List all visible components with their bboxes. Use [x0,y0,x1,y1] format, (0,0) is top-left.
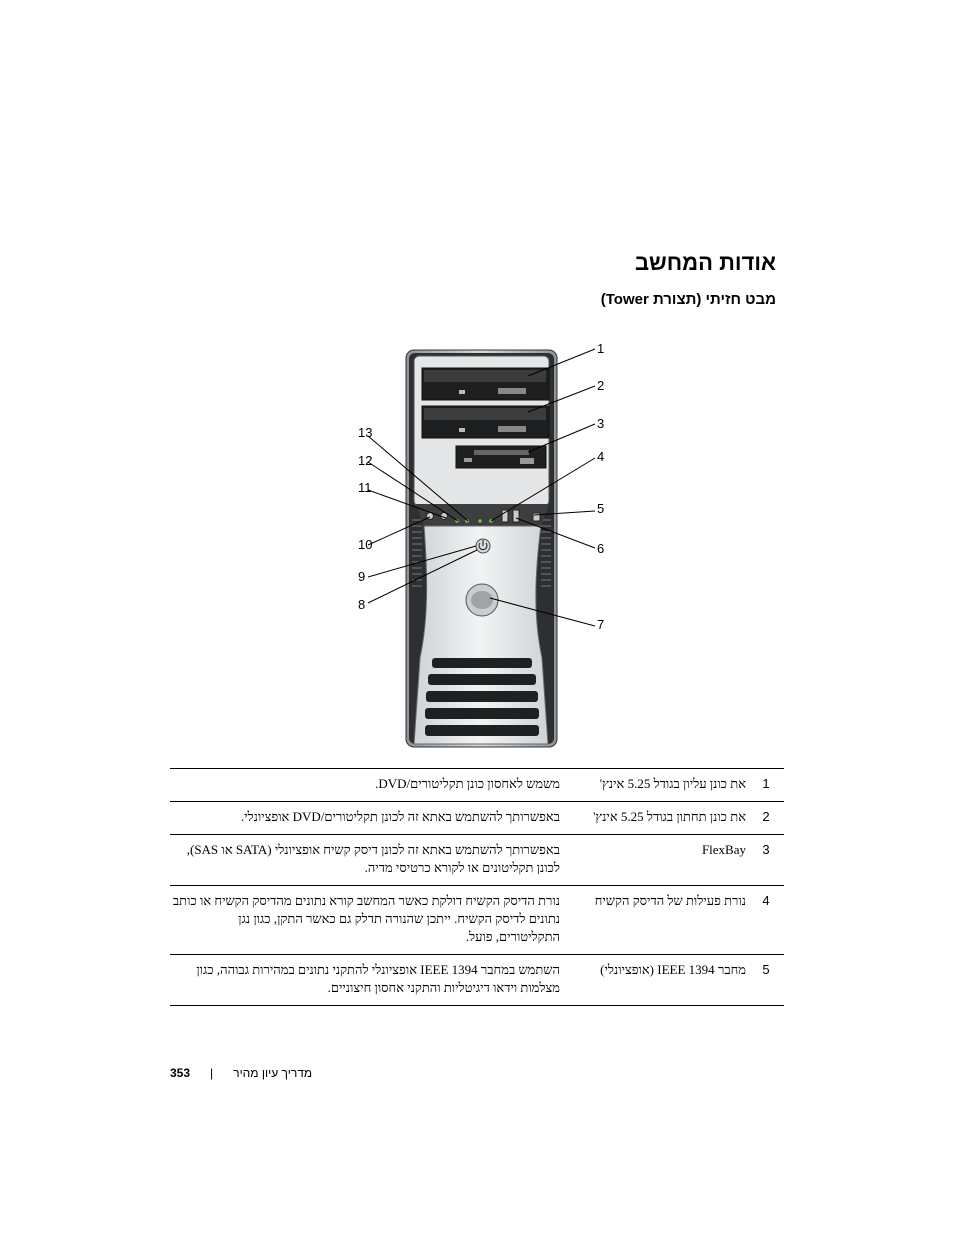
row-number: 1 [762,776,770,791]
component-description: השתמש במחבר IEEE 1394 אופציונלי להתקני נתונים במהירות גבוהה, כגון מצלמות וידאו דיגיטליות והתקני אחסון חיצוניים. [196,962,560,995]
component-name: את כונן תחתון בגודל 5.25 אינץ' [593,809,746,824]
callout-9: 9 [358,569,366,584]
computer-front-view-figure [356,340,606,750]
callout-5: 5 [597,501,605,516]
callout-3: 3 [597,416,605,431]
component-name: את כונן עליון בגודל 5.25 אינץ' [599,776,746,791]
table-row [170,955,784,1006]
row-number: 5 [762,962,770,977]
table-row [170,886,784,955]
row-number: 3 [762,842,770,857]
component-name: FlexBay [701,842,746,857]
components-table [170,768,784,1006]
row-number: 4 [762,893,770,908]
callout-11: 11 [358,480,372,495]
callout-7: 7 [597,617,605,632]
table-row [170,802,784,835]
callout-10: 10 [358,537,373,552]
section-subtitle: מבט חזיתי (תצורת Tower) [600,291,776,308]
component-description: באפשרותך להשתמש באתא זה לכונן תקליטורים/DVD אופציונלי. [240,809,560,824]
table-row [170,769,784,802]
component-name: מחבר IEEE 1394 (אופציונלי) [600,962,746,977]
tower-illustration [356,340,606,750]
callout-6: 6 [597,541,605,556]
callout-2: 2 [597,378,605,393]
component-description: באפשרותך להשתמש באתא זה לכונן דיסק קשיח אופציונלי (SATA או SAS), לכונן תקליטונים או לקורא כרטיסי מדיה. [186,842,560,875]
row-number: 2 [762,809,770,824]
table-row [170,835,784,886]
callout-12: 12 [358,453,373,468]
page-number: 353 [170,1066,191,1080]
callout-13: 13 [358,425,373,440]
component-description: משמש לאחסון כונן תקליטורים/DVD. [375,776,560,791]
callout-1: 1 [597,341,605,356]
callout-4: 4 [597,449,605,464]
component-name: נורת פעילות של הדיסק הקשיח [594,893,746,908]
component-description: נורת הדיסק הקשיח דולקת כאשר המחשב קורא נתונים מהדיסק הקשיח או כותב נתונים לדיסק הקשיח. ייתכן שהנורה תדלק גם כאשר התקן, כגון נגן התקליטורים, פועל. [172,893,560,944]
page-footer [170,1066,350,1080]
callout-8: 8 [358,597,366,612]
page-title: אודות המחשב [634,250,776,275]
footer-separator: | [210,1066,214,1080]
guide-title: מדריך עיון מהיר [233,1066,313,1080]
